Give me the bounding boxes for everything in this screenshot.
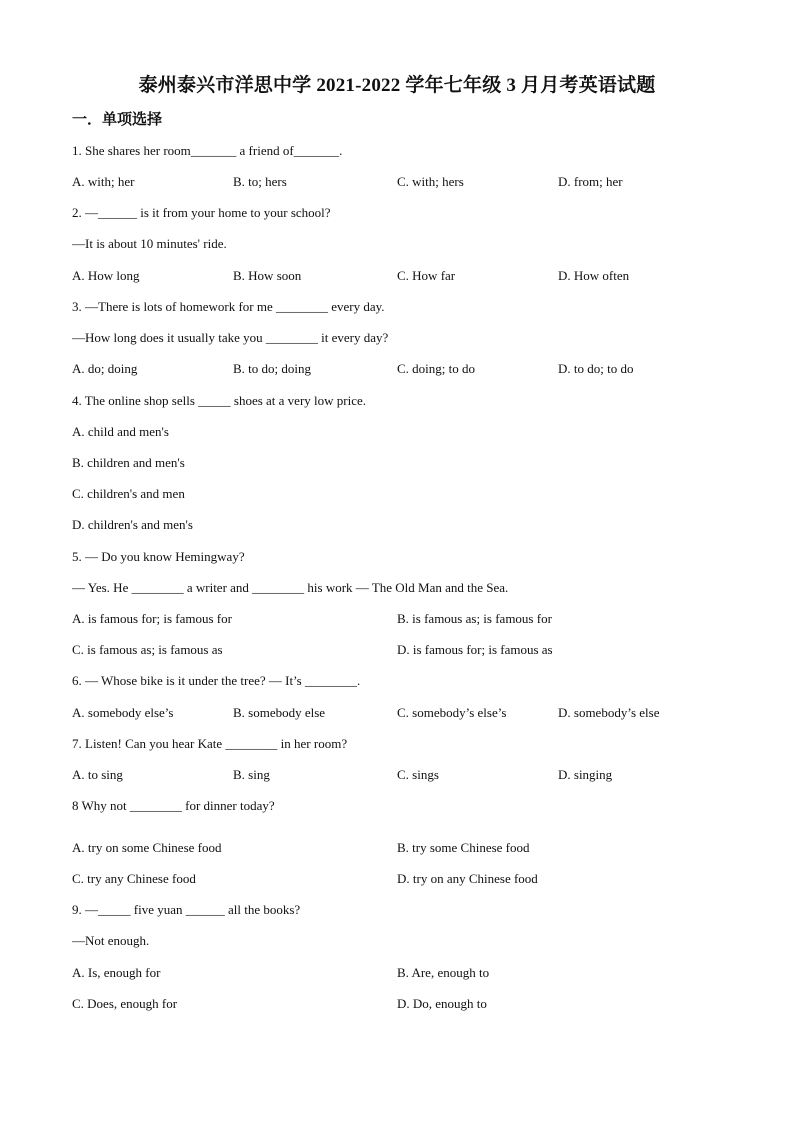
section-heading: 一．单项选择 bbox=[72, 112, 163, 128]
question-5-text: 5. — Do you know Hemingway? bbox=[72, 549, 245, 564]
q4-option-c: C. children's and men bbox=[72, 486, 185, 501]
question-2-reply: —It is about 10 minutes' ride. bbox=[72, 236, 227, 251]
q9-option-b: B. Are, enough to bbox=[397, 965, 490, 980]
question-9-text: 9. —_____ five yuan ______ all the books? bbox=[72, 902, 301, 917]
q1-option-c: C. with; hers bbox=[397, 174, 464, 189]
q2-option-d: D. How often bbox=[558, 268, 630, 283]
q9-option-c: C. Does, enough for bbox=[72, 996, 178, 1011]
q4-option-a: A. child and men's bbox=[72, 424, 169, 439]
q2-option-b: B. How soon bbox=[233, 268, 302, 283]
question-6-text: 6. — Whose bike is it under the tree? — It’s ________. bbox=[72, 673, 361, 688]
q3-option-b: B. to do; doing bbox=[233, 361, 312, 376]
q8-option-c: C. try any Chinese food bbox=[72, 871, 196, 886]
q7-option-c: C. sings bbox=[397, 767, 439, 782]
q3-option-c: C. doing; to do bbox=[397, 361, 476, 376]
q1-option-b: B. to; hers bbox=[233, 174, 287, 189]
q1-option-a: A. with; her bbox=[72, 174, 135, 189]
q3-option-d: D. to do; to do bbox=[558, 361, 634, 376]
q6-option-b: B. somebody else bbox=[233, 705, 326, 720]
q5-option-d: D. is famous for; is famous as bbox=[397, 642, 553, 657]
q5-option-c: C. is famous as; is famous as bbox=[72, 642, 223, 657]
q1-option-d: D. from; her bbox=[558, 174, 623, 189]
q9-option-d: D. Do, enough to bbox=[397, 996, 487, 1011]
q7-option-a: A. to sing bbox=[72, 767, 123, 782]
q5-option-a: A. is famous for; is famous for bbox=[72, 611, 232, 626]
question-7-text: 7. Listen! Can you hear Kate ________ in her room? bbox=[72, 736, 348, 751]
q2-option-a: A. How long bbox=[72, 268, 140, 283]
question-3-reply: —How long does it usually take you ________ it every day? bbox=[72, 330, 389, 345]
q9-option-a: A. Is, enough for bbox=[72, 965, 161, 980]
q8-option-b: B. try some Chinese food bbox=[397, 840, 530, 855]
question-4-text: 4. The online shop sells _____ shoes at a very low price. bbox=[72, 393, 367, 408]
q3-option-a: A. do; doing bbox=[72, 361, 138, 376]
q4-option-b: B. children and men's bbox=[72, 455, 185, 470]
q7-option-d: D. singing bbox=[558, 767, 613, 782]
question-9-reply: —Not enough. bbox=[72, 933, 150, 948]
q8-option-d: D. try on any Chinese food bbox=[397, 871, 538, 886]
q6-option-c: C. somebody’s else’s bbox=[397, 705, 507, 720]
q7-option-b: B. sing bbox=[233, 767, 270, 782]
q4-option-d: D. children's and men's bbox=[72, 517, 193, 532]
question-3-text: 3. —There is lots of homework for me ________ every day. bbox=[72, 299, 385, 314]
question-5-reply: — Yes. He ________ a writer and ________ his work — The Old Man and the Sea. bbox=[72, 580, 509, 595]
page-title: 泰州泰兴市洋思中学 2021-2022 学年七年级 3 月月考英语试题 bbox=[138, 75, 656, 96]
question-1-text: 1. She shares her room_______ a friend of_______. bbox=[72, 143, 343, 158]
q5-option-b: B. is famous as; is famous for bbox=[397, 611, 552, 626]
q8-option-a: A. try on some Chinese food bbox=[72, 840, 222, 855]
question-8-text: 8 Why not ________ for dinner today? bbox=[72, 798, 275, 813]
q6-option-d: D. somebody’s else bbox=[558, 705, 660, 720]
q6-option-a: A. somebody else’s bbox=[72, 705, 174, 720]
q2-option-c: C. How far bbox=[397, 268, 456, 283]
question-2-text: 2. —______ is it from your home to your school? bbox=[72, 205, 331, 220]
